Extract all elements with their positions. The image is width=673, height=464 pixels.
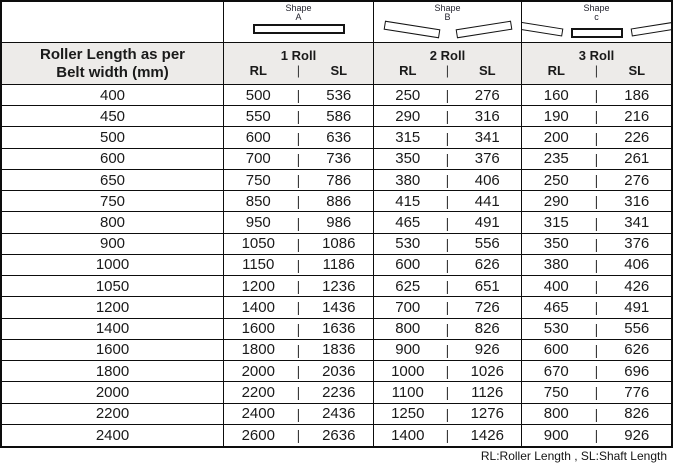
roll-values-cell xyxy=(374,85,522,106)
rl-sl-separator: | xyxy=(296,427,301,444)
roll-values-cell xyxy=(374,297,522,318)
rl-sl-separator: | xyxy=(445,193,450,210)
roll-values-cell xyxy=(522,276,671,297)
roll-values-cell xyxy=(374,425,522,446)
roll-values-cell xyxy=(374,319,522,340)
shape-word: Shape xyxy=(285,3,312,13)
rl-value: 800 xyxy=(543,405,569,423)
roll-values-cell xyxy=(522,127,671,148)
row-header-title xyxy=(2,43,224,85)
sl-value: 2236 xyxy=(322,383,356,401)
rl-sl-separator: | xyxy=(445,150,450,167)
subheader-row xyxy=(522,63,671,79)
rl-sl-separator: | xyxy=(594,87,599,104)
rl-sl-separator: | xyxy=(594,235,599,252)
rl-sl-separator: | xyxy=(296,193,301,210)
roll-values-cell xyxy=(224,297,374,318)
rl-value: 1100 xyxy=(391,383,424,401)
rl-value: 750 xyxy=(245,171,271,189)
rl-value: 670 xyxy=(543,362,569,380)
shape-b-header xyxy=(374,2,522,43)
sl-value: 376 xyxy=(474,150,500,168)
sl-value: 986 xyxy=(326,214,352,232)
rl-sl-separator: | xyxy=(445,235,450,252)
rl-sl-separator: | xyxy=(445,363,450,380)
roll-values-cell xyxy=(522,382,671,403)
rl-value: 400 xyxy=(543,277,569,295)
group-header-3-roll xyxy=(522,43,671,85)
subheader-row xyxy=(374,63,521,79)
sl-value: 776 xyxy=(624,383,650,401)
roll-values-cell xyxy=(522,234,671,255)
sl-value: 2036 xyxy=(322,362,356,380)
rl-sl-separator: | xyxy=(594,405,599,422)
sl-value: 1636 xyxy=(322,320,356,338)
roll-values-cell xyxy=(224,234,374,255)
roll-values-cell xyxy=(522,212,671,233)
roll-values-cell xyxy=(224,106,374,127)
roll-values-cell xyxy=(522,425,671,446)
rl-value: 2400 xyxy=(241,405,275,423)
group-label: 2 Roll xyxy=(429,47,466,63)
sl-value: 926 xyxy=(624,426,650,444)
rl-sl-separator: | xyxy=(445,320,450,337)
group-header-1-roll xyxy=(224,43,374,85)
sl-value: 1836 xyxy=(322,341,356,359)
shape-c-header xyxy=(522,2,671,43)
sl-value: 316 xyxy=(474,107,500,125)
rl-sl-separator: | xyxy=(296,299,301,316)
rl-value: 250 xyxy=(395,86,421,104)
rl-header: RL xyxy=(547,63,565,79)
sl-value: 1086 xyxy=(322,235,356,253)
rl-value: 350 xyxy=(543,235,569,253)
roll-values-cell xyxy=(374,382,522,403)
sl-value: 441 xyxy=(474,192,500,210)
belt-width-value: 1200 xyxy=(2,297,224,318)
roll-values-cell xyxy=(224,255,374,276)
rl-value: 900 xyxy=(395,341,421,359)
roll-values-cell xyxy=(374,361,522,382)
sl-value: 216 xyxy=(624,107,650,125)
roll-values-cell xyxy=(522,319,671,340)
rl-sl-separator: | xyxy=(445,384,450,401)
rl-value: 380 xyxy=(395,171,421,189)
belt-width-value: 500 xyxy=(2,127,224,148)
rl-sl-separator: | xyxy=(594,384,599,401)
rl-value: 415 xyxy=(395,192,421,210)
rl-value: 625 xyxy=(395,277,421,295)
shape-word: Shape xyxy=(434,3,461,13)
belt-width-value: 1600 xyxy=(2,340,224,361)
sl-value: 886 xyxy=(326,192,352,210)
rl-sl-separator: | xyxy=(296,129,301,146)
sl-value: 316 xyxy=(624,192,650,210)
rl-header: RL xyxy=(249,63,267,79)
rl-sl-separator: | xyxy=(296,235,301,252)
right-roller-shape xyxy=(630,21,671,36)
roll-values-cell xyxy=(224,340,374,361)
legend-text: RL:Roller Length , SL:Shaft Length xyxy=(480,449,667,463)
rl-value: 160 xyxy=(543,86,569,104)
rl-sl-separator: | xyxy=(296,320,301,337)
rl-sl-separator: | xyxy=(296,172,301,189)
shape-c-letter: c xyxy=(594,12,599,23)
rl-value: 315 xyxy=(543,214,569,232)
rl-value: 2000 xyxy=(241,362,275,380)
rl-value: 465 xyxy=(395,214,421,232)
rl-value: 250 xyxy=(543,171,569,189)
rl-sl-separator: | xyxy=(296,256,301,273)
rl-value: 190 xyxy=(543,107,569,125)
roll-values-cell xyxy=(522,170,671,191)
roll-values-cell xyxy=(374,170,522,191)
rl-value: 290 xyxy=(543,192,569,210)
rl-value: 550 xyxy=(245,107,271,125)
rl-sl-separator: | xyxy=(296,341,301,358)
rl-sl-separator: | xyxy=(594,427,599,444)
rl-sl-separator: | xyxy=(594,363,599,380)
sl-value: 226 xyxy=(624,129,650,147)
roll-values-cell xyxy=(374,106,522,127)
sl-value: 556 xyxy=(474,235,500,253)
roll-values-cell xyxy=(224,319,374,340)
rl-sl-separator: | xyxy=(594,172,599,189)
rl-value: 200 xyxy=(543,129,569,147)
belt-width-value: 450 xyxy=(2,106,224,127)
rl-sl-separator: | xyxy=(445,256,450,273)
rl-sl-separator: | xyxy=(296,278,301,295)
sl-value: 1426 xyxy=(470,426,504,444)
sl-value: 556 xyxy=(624,320,650,338)
shape-b-letter: B xyxy=(444,12,451,23)
belt-width-value: 1800 xyxy=(2,361,224,382)
sl-value: 1236 xyxy=(322,277,356,295)
rl-value: 700 xyxy=(245,150,271,168)
belt-width-value: 750 xyxy=(2,191,224,212)
sl-value: 186 xyxy=(624,86,650,104)
roll-values-cell xyxy=(522,149,671,170)
sl-value: 626 xyxy=(474,256,500,274)
roll-values-cell xyxy=(374,276,522,297)
rl-value: 380 xyxy=(543,256,569,274)
belt-width-value: 1000 xyxy=(2,255,224,276)
roll-values-cell xyxy=(374,404,522,425)
roll-values-cell xyxy=(522,404,671,425)
rl-sl-separator: | xyxy=(594,129,599,146)
rl-value: 2600 xyxy=(241,426,275,444)
rl-sl-separator: | xyxy=(594,320,599,337)
rl-sl-separator: | xyxy=(296,363,301,380)
rl-value: 950 xyxy=(245,214,271,232)
sl-value: 651 xyxy=(474,277,500,295)
rl-value: 1150 xyxy=(242,256,275,274)
sl-value: 626 xyxy=(624,341,650,359)
sl-value: 341 xyxy=(474,129,500,147)
rl-sl-separator: | xyxy=(445,278,450,295)
belt-width-value: 2400 xyxy=(2,425,224,446)
group-label: 1 Roll xyxy=(280,47,317,63)
sl-value: 826 xyxy=(624,405,650,423)
rl-sl-separator: | xyxy=(445,427,450,444)
rl-value: 600 xyxy=(395,256,421,274)
subheader-row xyxy=(224,63,373,79)
rl-sl-separator: | xyxy=(594,214,599,231)
sl-value: 376 xyxy=(624,235,650,253)
sl-header: SL xyxy=(330,63,348,79)
shape-a-label xyxy=(285,4,311,23)
rl-value: 235 xyxy=(543,150,569,168)
shape-b-label xyxy=(434,4,460,23)
belt-width-value: 2200 xyxy=(2,404,224,425)
roll-values-cell xyxy=(522,85,671,106)
sl-value: 696 xyxy=(624,362,650,380)
rl-value: 500 xyxy=(245,86,271,104)
center-roller-shape xyxy=(571,28,623,38)
belt-width-value: 800 xyxy=(2,212,224,233)
belt-width-value: 600 xyxy=(2,149,224,170)
sl-value: 276 xyxy=(474,86,500,104)
roll-values-cell xyxy=(522,361,671,382)
rl-value: 530 xyxy=(395,235,421,253)
flat-roller-icon xyxy=(253,24,345,34)
two-roll-v-icon xyxy=(384,25,512,34)
sl-value: 406 xyxy=(624,256,650,274)
roll-values-cell xyxy=(224,127,374,148)
sl-value: 736 xyxy=(326,150,352,168)
rl-value: 600 xyxy=(543,341,569,359)
sl-value: 726 xyxy=(474,298,500,316)
rl-sl-separator: | xyxy=(594,278,599,295)
rl-sl-separator: | xyxy=(296,87,301,104)
rl-sl-separator: | xyxy=(445,87,450,104)
sl-value: 786 xyxy=(326,171,352,189)
sl-header: SL xyxy=(628,63,646,79)
belt-width-value: 900 xyxy=(2,234,224,255)
roll-values-cell xyxy=(224,212,374,233)
roll-values-cell xyxy=(374,340,522,361)
rl-value: 315 xyxy=(395,129,421,147)
sl-value: 1186 xyxy=(322,256,355,274)
shape-a-letter: A xyxy=(295,12,302,23)
rl-sl-separator: | xyxy=(445,63,450,79)
sl-value: 826 xyxy=(474,320,500,338)
corner-cell xyxy=(2,2,224,43)
roll-values-cell xyxy=(522,106,671,127)
sl-value: 1126 xyxy=(471,383,504,401)
roll-values-cell xyxy=(224,149,374,170)
left-roller-shape xyxy=(522,21,563,36)
rl-value: 465 xyxy=(543,298,569,316)
belt-width-value: 1400 xyxy=(2,319,224,340)
roll-values-cell xyxy=(522,297,671,318)
sl-value: 341 xyxy=(624,214,650,232)
rl-value: 750 xyxy=(543,383,569,401)
roll-values-cell xyxy=(224,404,374,425)
sl-value: 586 xyxy=(326,107,352,125)
rl-sl-separator: | xyxy=(594,299,599,316)
sl-value: 1026 xyxy=(470,362,504,380)
roll-values-cell xyxy=(522,191,671,212)
sl-value: 2436 xyxy=(322,405,356,423)
rl-sl-separator: | xyxy=(445,108,450,125)
rl-value: 290 xyxy=(395,107,421,125)
rl-sl-separator: | xyxy=(594,193,599,210)
rl-sl-separator: | xyxy=(296,405,301,422)
rl-header: RL xyxy=(399,63,417,79)
belt-width-value: 400 xyxy=(2,85,224,106)
sl-value: 491 xyxy=(624,298,650,316)
belt-width-value: 650 xyxy=(2,170,224,191)
rl-value: 600 xyxy=(245,129,271,147)
rl-sl-separator: | xyxy=(594,256,599,273)
rl-sl-separator: | xyxy=(594,108,599,125)
sl-header: SL xyxy=(478,63,496,79)
rl-value: 2200 xyxy=(241,383,275,401)
sl-value: 536 xyxy=(326,86,352,104)
roll-values-cell xyxy=(224,191,374,212)
rl-sl-separator: | xyxy=(296,63,301,79)
rl-sl-separator: | xyxy=(594,63,599,79)
rl-value: 1400 xyxy=(391,426,425,444)
rl-value: 700 xyxy=(395,298,421,316)
sl-value: 1276 xyxy=(470,405,504,423)
rl-value: 850 xyxy=(245,192,271,210)
belt-width-value: 2000 xyxy=(2,382,224,403)
rl-sl-separator: | xyxy=(296,384,301,401)
roll-values-cell xyxy=(224,85,374,106)
rl-sl-separator: | xyxy=(594,341,599,358)
shape-a-header xyxy=(224,2,374,43)
roll-values-cell xyxy=(374,149,522,170)
shape-word: Shape xyxy=(583,3,610,13)
sl-value: 261 xyxy=(624,150,650,168)
right-roller-shape xyxy=(455,21,512,39)
roll-values-cell xyxy=(374,234,522,255)
rl-value: 1200 xyxy=(241,277,275,295)
rl-value: 1000 xyxy=(391,362,425,380)
sl-value: 1436 xyxy=(322,298,356,316)
group-label: 3 Roll xyxy=(578,47,615,63)
sl-value: 426 xyxy=(624,277,650,295)
roll-values-cell xyxy=(224,361,374,382)
sl-value: 491 xyxy=(474,214,500,232)
shape-c-label xyxy=(583,4,609,23)
roll-values-cell xyxy=(522,255,671,276)
rl-value: 1250 xyxy=(391,405,425,423)
rl-sl-separator: | xyxy=(445,214,450,231)
rl-sl-separator: | xyxy=(296,108,301,125)
rl-sl-separator: | xyxy=(445,405,450,422)
rl-value: 800 xyxy=(395,320,421,338)
sl-value: 406 xyxy=(474,171,500,189)
sl-value: 926 xyxy=(474,341,500,359)
rl-sl-separator: | xyxy=(445,172,450,189)
rl-sl-separator: | xyxy=(445,341,450,358)
three-roll-trough-icon xyxy=(522,25,671,38)
rl-value: 1050 xyxy=(241,235,275,253)
group-header-2-roll xyxy=(374,43,522,85)
rl-value: 900 xyxy=(543,426,569,444)
roll-values-cell xyxy=(224,170,374,191)
roll-values-cell xyxy=(374,127,522,148)
rl-value: 350 xyxy=(395,150,421,168)
roll-values-cell xyxy=(522,340,671,361)
roll-values-cell xyxy=(224,382,374,403)
rl-sl-separator: | xyxy=(296,214,301,231)
title-line-2: Belt width (mm) xyxy=(56,63,169,81)
sl-value: 636 xyxy=(326,129,352,147)
rl-sl-separator: | xyxy=(296,150,301,167)
rl-value: 530 xyxy=(543,320,569,338)
roll-values-cell xyxy=(224,276,374,297)
roll-values-cell xyxy=(374,191,522,212)
sl-value: 2636 xyxy=(322,426,356,444)
left-roller-shape xyxy=(383,21,440,39)
belt-width-value: 1050 xyxy=(2,276,224,297)
rl-sl-separator: | xyxy=(445,299,450,316)
rl-value: 1600 xyxy=(241,320,275,338)
rl-sl-separator: | xyxy=(594,150,599,167)
sl-value: 276 xyxy=(624,171,650,189)
rl-value: 1800 xyxy=(241,341,275,359)
roll-values-cell xyxy=(374,212,522,233)
rl-sl-separator: | xyxy=(445,129,450,146)
title-line-1: Roller Length as per xyxy=(39,45,186,63)
rl-value: 1400 xyxy=(241,298,275,316)
roll-values-cell xyxy=(224,425,374,446)
roll-values-cell xyxy=(374,255,522,276)
